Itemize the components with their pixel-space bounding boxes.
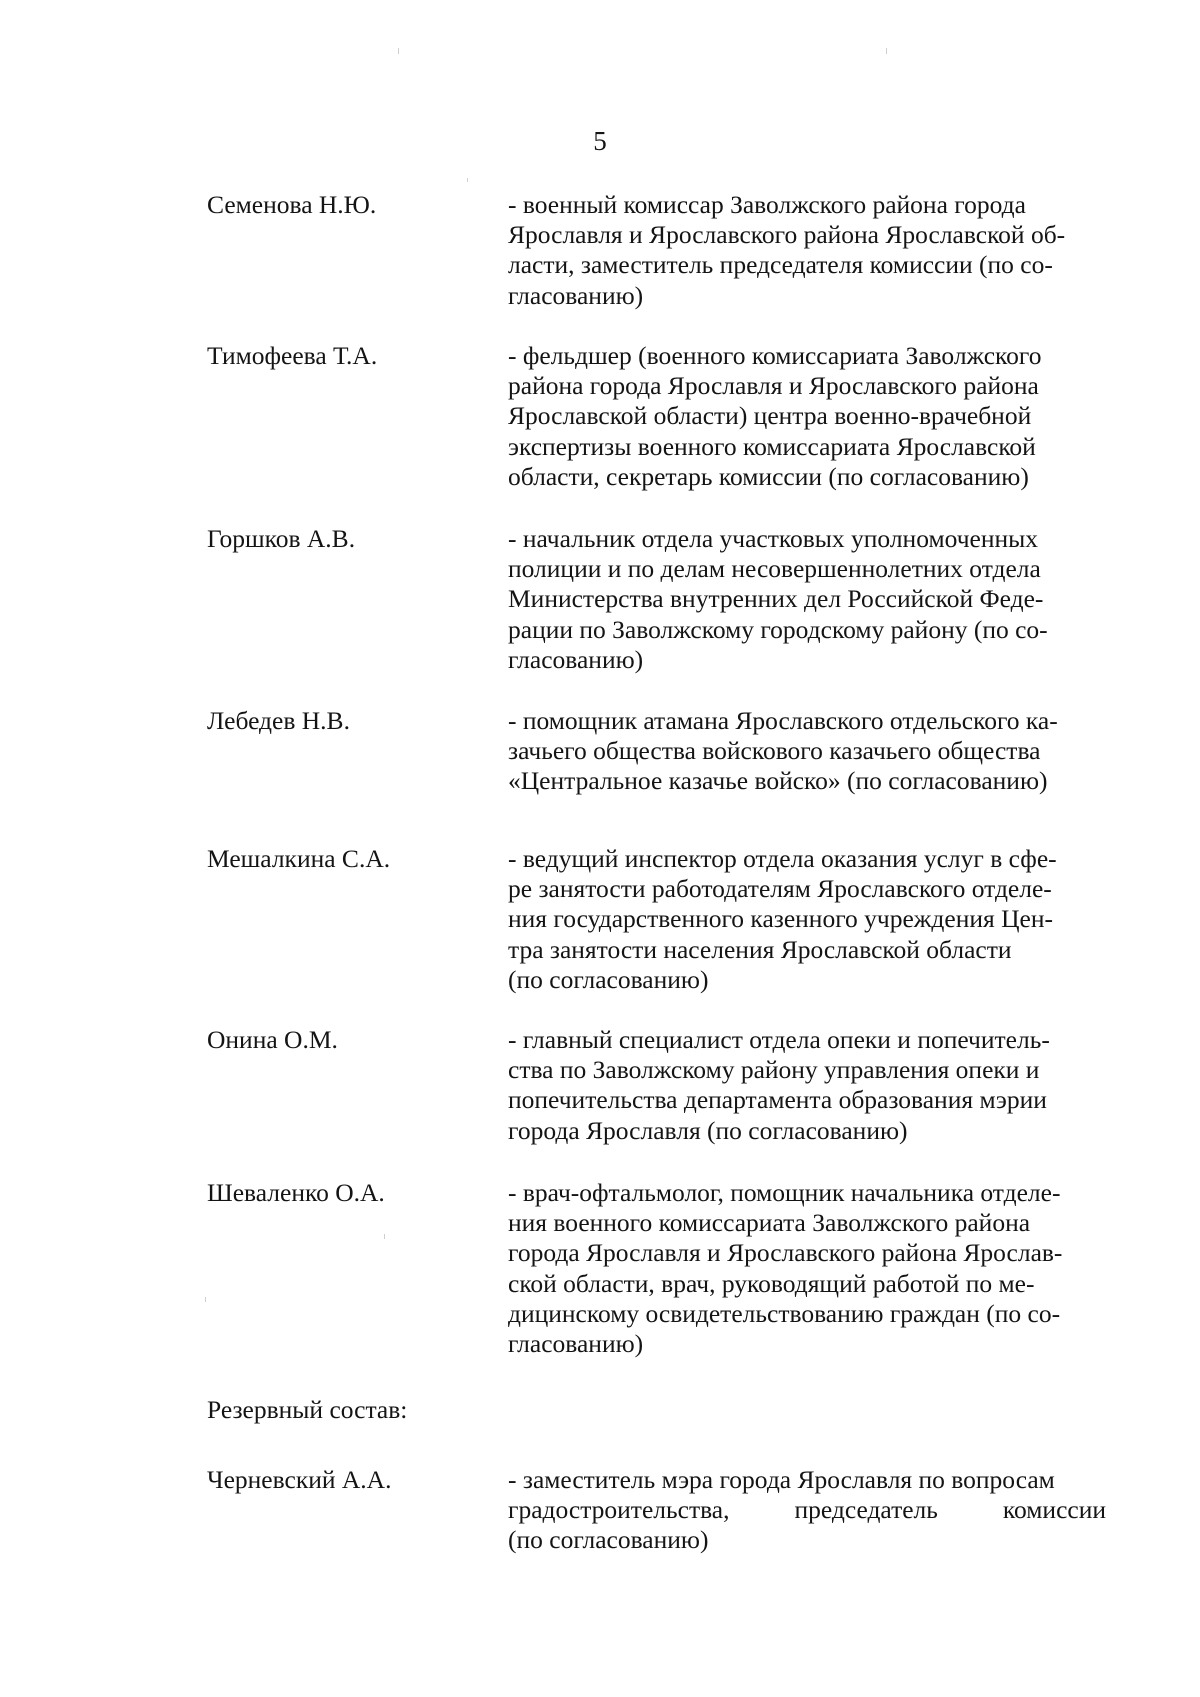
role-line: Ярославля и Ярославского района Ярославской об- (508, 220, 1066, 250)
member-name: Шеваленко О.А. (207, 1178, 385, 1207)
role-line: Министерства внутренних дел Российской Феде- (508, 584, 1044, 614)
scan-speck (886, 48, 887, 54)
member-name: Черневский А.А. (207, 1465, 392, 1494)
role-line: дицинскому освидетельствованию граждан (по со- (508, 1298, 1061, 1328)
role-line: зачьего общества войскового казачьего общества (508, 736, 1041, 766)
member-name: Тимофеева Т.А. (207, 341, 378, 370)
role-line: - заместитель мэра города Ярославля по вопросам (508, 1465, 1055, 1494)
role-line: (по согласованию) (508, 1525, 709, 1555)
role-line: Ярославской области) центра военно-врачебной (508, 401, 1032, 431)
role-line: - главный специалист отдела опеки и попечитель- (508, 1025, 1050, 1054)
scan-speck (205, 1297, 206, 1302)
member-name: Лебедев Н.В. (207, 706, 350, 735)
scan-speck (398, 48, 399, 54)
role-line: - фельдшер (военного комиссариата Заволжского (508, 341, 1042, 370)
member-role (508, 341, 1106, 492)
role-line: градостроительства, председатель комиссии (508, 1495, 1106, 1525)
member-role (508, 524, 1106, 675)
role-line: ласти, заместитель председателя комиссии (по со- (508, 250, 1053, 280)
role-line: экспертизы военного комиссариата Ярославской (508, 431, 1036, 461)
role-line: полиции и по делам несовершеннолетних отдела (508, 554, 1041, 584)
scan-speck (384, 1234, 385, 1239)
role-line: попечительства департамента образования мэрии (508, 1085, 1047, 1115)
role-line: гласованию) (508, 1329, 644, 1359)
member-role (508, 1178, 1106, 1359)
role-line: тра занятости населения Ярославской области (508, 934, 1012, 964)
role-line: гласованию) (508, 644, 644, 674)
role-line: - военный комиссар Заволжского района города (508, 190, 1026, 219)
role-line: ре занятости работодателям Ярославского отделе- (508, 874, 1052, 904)
role-line: ства по Заволжскому району управления опеки и (508, 1055, 1040, 1085)
role-line: района города Ярославля и Ярославского района (508, 371, 1039, 401)
role-line: города Ярославля и Ярославского района Ярослав- (508, 1238, 1063, 1268)
role-line: - ведущий инспектор отдела оказания услуг в сфе- (508, 844, 1057, 873)
member-name: Семенова Н.Ю. (207, 190, 377, 219)
reserve-heading: Резервный состав: (207, 1395, 408, 1424)
member-name: Онина О.М. (207, 1025, 338, 1054)
member-name: Горшков А.В. (207, 524, 356, 553)
member-role (508, 1465, 1106, 1556)
role-line: «Центральное казачье войско» (по согласованию) (508, 766, 1048, 796)
role-line: рации по Заволжскому городскому району (по со- (508, 614, 1048, 644)
member-role (508, 1025, 1106, 1146)
role-line: - начальник отдела участковых уполномоченных (508, 524, 1039, 553)
role-line: ния военного комиссариата Заволжского района (508, 1208, 1031, 1238)
scan-speck (467, 178, 468, 182)
role-line: - помощник атамана Ярославского отдельского ка- (508, 706, 1058, 735)
role-line: гласованию) (508, 280, 644, 310)
member-role (508, 190, 1106, 311)
member-role (508, 706, 1106, 797)
role-line: ской области, врач, руководящий работой по ме- (508, 1268, 1035, 1298)
role-line: города Ярославля (по согласованию) (508, 1115, 908, 1145)
role-line: области, секретарь комиссии (по согласованию) (508, 461, 1029, 491)
member-name: Мешалкина С.А. (207, 844, 391, 873)
role-line: (по согласованию) (508, 964, 709, 994)
role-line: ния государственного казенного учреждения Цен- (508, 904, 1053, 934)
page-number: 5 (593, 126, 607, 156)
member-role (508, 844, 1106, 995)
role-line: - врач-офтальмолог, помощник начальника отделе- (508, 1178, 1061, 1207)
